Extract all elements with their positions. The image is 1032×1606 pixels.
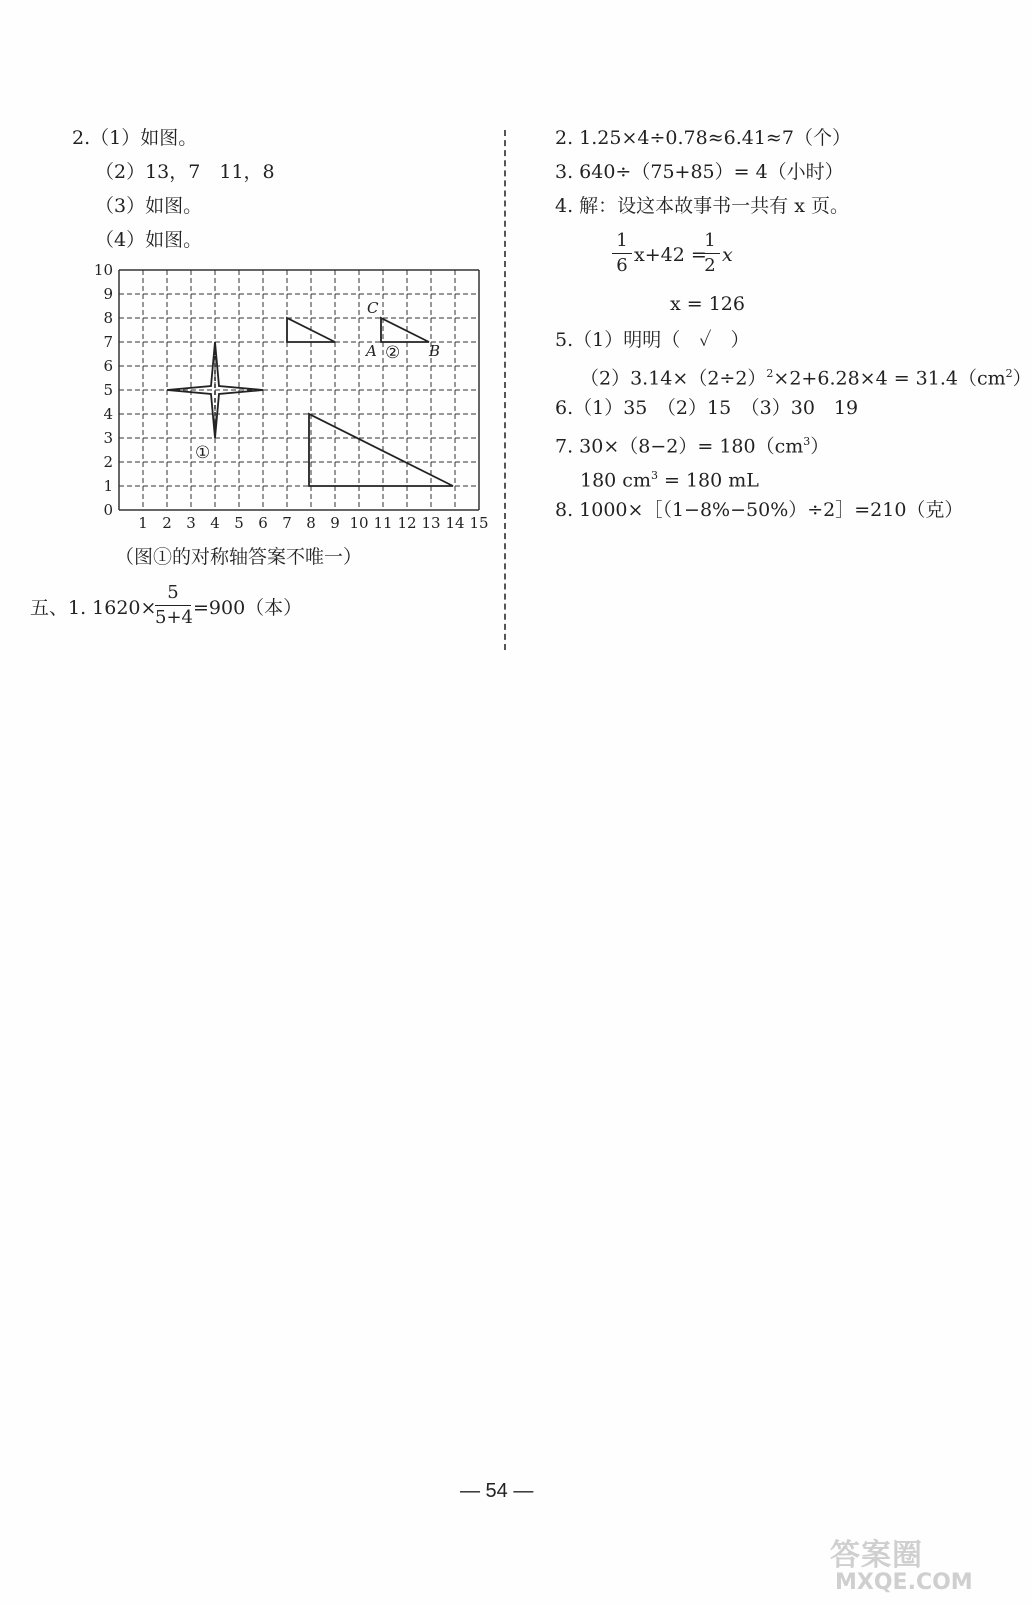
q2-part2: （2）13，7 11，8 [95,161,275,183]
eq-middle: x+42 = [634,244,707,266]
x-tick-label: 2 [162,514,172,532]
y-tick-label: 7 [103,333,113,351]
x-tick-label: 1 [138,514,148,532]
q5-fraction [155,582,191,629]
watermark-url: MXQE.COM [835,1570,973,1595]
x-tick-label: 15 [469,514,489,532]
q5-numerator: 5 [167,582,179,603]
x-tick-label: 8 [306,514,316,532]
x-tick-label: 9 [330,514,340,532]
page-number: — 54 — [460,1480,534,1502]
eq-solution: x = 126 [670,293,745,315]
x-tick-label: 4 [210,514,220,532]
y-tick-label: 9 [103,285,113,303]
watermark-logo: 答案圈 [830,1538,923,1573]
x-tick-label: 3 [186,514,196,532]
grid-tick-labels [94,261,489,532]
answer-6: 6.（1）35 （2）15 （3）30 19 [555,397,859,419]
y-tick-label: 2 [103,453,113,471]
q5-denominator: 5+4 [155,607,193,628]
answer-3: 3. 640÷（75+85）= 4（小时） [555,161,844,183]
label-circle-2: ② [385,343,401,363]
eq-end: x [722,244,733,266]
label-C: C [367,299,379,317]
x-tick-label: 13 [421,514,441,532]
answer-5-1: 5.（1）明明（ ✓ ） [555,329,750,351]
answer-5-2: $(2)3.14\times(2\div 2)^2\times 2+6.28\times 4 = 31.4(cm^2)$ [580,367,1032,390]
x-tick-label: 6 [258,514,268,532]
answer-4: 4. 解：设这本故事书一共有 x 页。 [555,195,849,217]
q5-suffix: =900（本） [193,597,303,619]
q2-part4: （4）如图。 [95,229,203,251]
x-tick-label: 14 [445,514,465,532]
label-circle-1: ① [195,443,211,463]
coordinate-grid [93,261,495,540]
eq-fraction-1: 1 6 [612,230,632,277]
eq-fraction-2: 1 2 [700,230,720,277]
q2-part3: （3）如图。 [95,195,203,217]
q2-part1: 2.（1）如图。 [72,127,198,149]
answer-7-2: 180 $cm^3 = 180$ mL [580,469,759,492]
y-tick-label: 8 [103,309,113,327]
x-tick-label: 5 [234,514,244,532]
y-tick-label: 10 [93,261,113,279]
x-tick-label: 7 [282,514,292,532]
column-divider [504,130,506,650]
y-tick-label: 3 [103,429,113,447]
y-tick-label: 1 [103,477,113,495]
x-tick-label: 12 [397,514,417,532]
y-tick-label: 6 [103,357,113,375]
y-tick-label: 4 [103,405,113,423]
y-tick-label: 0 [103,501,113,519]
x-tick-label: 11 [373,514,393,532]
triangle-2 [381,318,429,342]
label-A: A [366,342,377,360]
answer-7: 7. $30\times(8-2)= 180(cm^3)$ [555,435,830,458]
y-tick-label: 5 [103,381,113,399]
q5-prefix: 五、1. 1620× [30,597,157,619]
x-tick-label: 10 [349,514,369,532]
answer-8: 8. 1000×［（1−8%−50%）÷2］=210（克） [555,499,964,521]
label-B: B [429,342,441,360]
axis-note: （图①的对称轴答案不唯一） [115,546,363,568]
answer-2: 2. 1.25×4÷0.78≈6.41≈7（个） [555,127,851,149]
